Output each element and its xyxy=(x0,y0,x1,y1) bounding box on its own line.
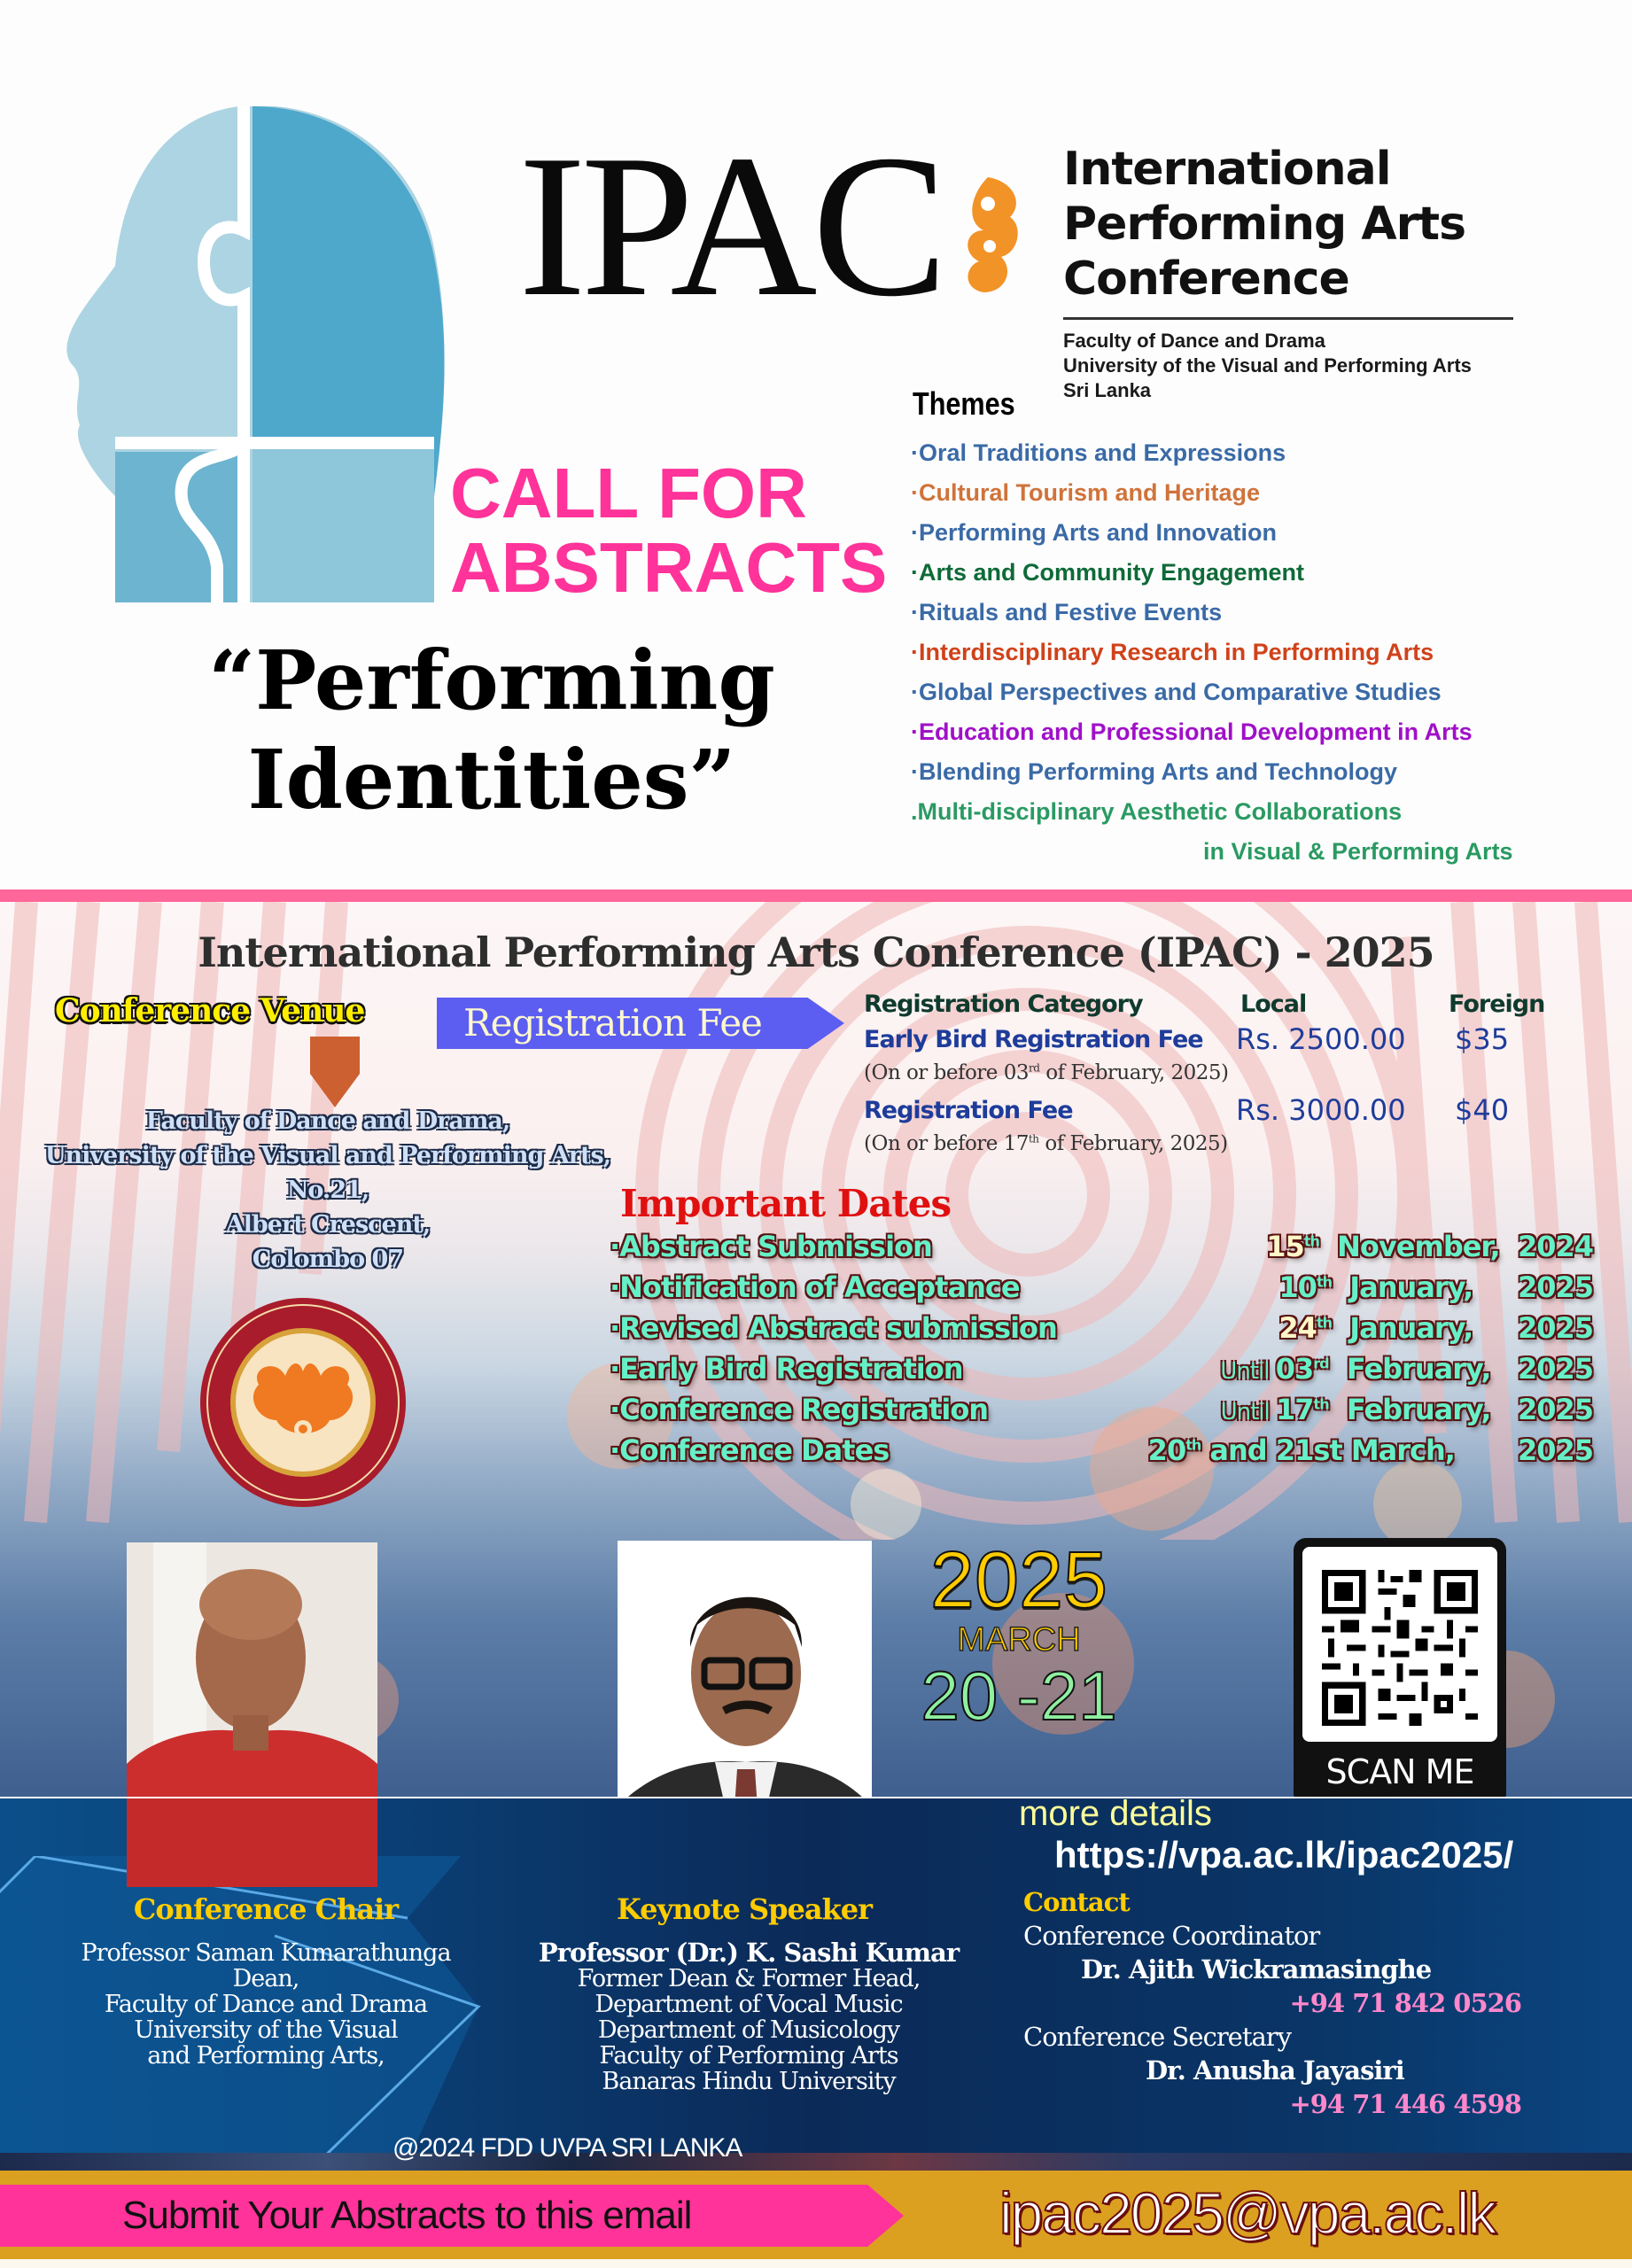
keynote-line: Faculty of Performing Arts xyxy=(599,2042,898,2070)
theme-title-line: “Performing xyxy=(208,633,775,728)
fee-foreign: $35 xyxy=(1455,1022,1510,1056)
brand-block xyxy=(1063,142,1515,403)
note-text: (On or before 17 xyxy=(864,1132,1029,1155)
date-rest: February, 2025 xyxy=(1328,1352,1593,1386)
contact-phone[interactable]: +94 71 842 0526 xyxy=(1289,1988,1521,2018)
table-row xyxy=(864,1022,1590,1061)
fee-category: Early Bird Registration Fee xyxy=(864,1026,1203,1053)
date-row xyxy=(610,1393,1593,1433)
conference-chair-details xyxy=(35,1940,496,2069)
date-prefix: Until xyxy=(1220,1358,1276,1385)
date-suffix: th xyxy=(1316,1314,1332,1332)
date-suffix: rd xyxy=(1313,1355,1329,1372)
registration-fee-banner xyxy=(437,998,844,1049)
conference-chair-photo-lower xyxy=(127,1798,377,1887)
fee-local: Rs. 3000.00 xyxy=(1236,1093,1406,1127)
date-label: ·Notification of Acceptance xyxy=(610,1270,1020,1304)
date-row xyxy=(610,1352,1593,1393)
date-rest: January, 2025 xyxy=(1331,1270,1593,1304)
brand-line: Conference xyxy=(1063,252,1349,306)
date-day: 03 xyxy=(1275,1352,1314,1386)
fee-foreign: $40 xyxy=(1455,1093,1510,1127)
date-rest: November, 2024 xyxy=(1318,1230,1593,1263)
date-prefix: Until xyxy=(1220,1399,1277,1425)
copyright-text: @2024 FDD UVPA SRI LANKA xyxy=(392,2133,742,2163)
contact-name: Dr. Anusha Jayasiri xyxy=(1146,2055,1404,2085)
event-date-badge xyxy=(913,1536,1125,1735)
date-row xyxy=(610,1270,1593,1311)
date-day: 24 xyxy=(1278,1311,1317,1345)
note-text: of February, 2025) xyxy=(1038,1132,1228,1155)
date-label: ·Abstract Submission xyxy=(610,1230,932,1263)
qr-code-frame xyxy=(1302,1547,1497,1742)
address-line: No.21, xyxy=(286,1177,369,1204)
theme-item: ·Interdisciplinary Research in Performing Arts xyxy=(911,639,1434,665)
call-line: CALL FOR xyxy=(450,454,807,532)
date-value xyxy=(1266,1230,1593,1263)
note-text: of February, 2025) xyxy=(1039,1061,1229,1084)
date-day: 20 xyxy=(1147,1433,1186,1467)
contact-heading: Contact xyxy=(1023,1887,1130,1917)
date-row xyxy=(610,1230,1593,1270)
fee-note xyxy=(864,1061,1590,1097)
arrow-down-icon xyxy=(307,1037,363,1107)
date-value xyxy=(1221,1393,1593,1426)
venue-address xyxy=(18,1104,638,1277)
conference-theme-title xyxy=(182,631,802,829)
conference-chair-heading: Conference Chair xyxy=(133,1892,399,1926)
theme-item: in Visual & Performing Arts xyxy=(1203,838,1513,865)
keynote-speaker-details xyxy=(514,1940,983,2094)
keynote-name: Professor (Dr.) K. Sashi Kumar xyxy=(538,1938,960,1968)
conference-chair-photo xyxy=(127,1542,377,1797)
submit-instruction: Submit Your Abstracts to this email xyxy=(122,2194,692,2237)
date-suffix: th xyxy=(1316,1273,1332,1291)
divider xyxy=(1063,317,1513,320)
bottom-margin xyxy=(0,2259,1632,2268)
date-value xyxy=(1278,1311,1593,1345)
theme-title-line: Identities” xyxy=(247,732,736,827)
theme-item: ·Education and Professional Development in Arts xyxy=(911,718,1473,745)
date-day: 15 xyxy=(1266,1230,1304,1263)
themes-list xyxy=(911,385,1620,872)
ornament-icon xyxy=(935,168,1032,301)
address-line: Colombo 07 xyxy=(252,1246,404,1273)
keynote-line: Department of Vocal Music xyxy=(595,1991,903,2018)
contact-phone[interactable]: +94 71 446 4598 xyxy=(1289,2089,1521,2119)
event-year: 2025 xyxy=(929,1536,1108,1625)
date-row xyxy=(610,1311,1593,1352)
details-section xyxy=(0,902,1632,1797)
date-suffix: th xyxy=(1185,1436,1201,1454)
theme-item: ·Performing Arts and Innovation xyxy=(911,519,1278,546)
date-rest: January, 2025 xyxy=(1331,1311,1593,1345)
date-value xyxy=(1220,1352,1593,1386)
organizer-line: Faculty of Dance and Drama xyxy=(1063,330,1325,352)
theme-item: ·Cultural Tourism and Heritage xyxy=(911,479,1261,506)
organizer-line: Sri Lanka xyxy=(1063,379,1152,401)
keynote-speaker-heading: Keynote Speaker xyxy=(617,1892,872,1926)
header-section xyxy=(0,0,1632,891)
date-label: ·Revised Abstract submission xyxy=(610,1311,1057,1345)
person-portrait-icon xyxy=(127,1542,377,1797)
column-header-category: Registration Category xyxy=(864,990,1143,1018)
theme-item: ·Blending Performing Arts and Technology xyxy=(911,758,1398,785)
contact-role: Conference Coordinator xyxy=(1023,1921,1320,1951)
person-portrait-icon xyxy=(618,1541,872,1797)
theme-item: ·Rituals and Festive Events xyxy=(911,599,1223,625)
contact-block xyxy=(1023,1887,1599,2123)
puzzle-head-logo-icon xyxy=(62,106,487,602)
date-label: ·Conference Dates xyxy=(610,1433,890,1467)
chair-name: Professor Saman Kumarathunga xyxy=(81,1939,451,1967)
date-rest: February, 2025 xyxy=(1328,1393,1593,1426)
scan-me-label: SCAN ME xyxy=(1325,1752,1474,1791)
table-row xyxy=(864,1093,1590,1132)
date-label: ·Conference Registration xyxy=(610,1393,989,1426)
date-value xyxy=(1278,1270,1593,1304)
conference-title: International Performing Arts Conference (IPAC) - 2025 xyxy=(198,928,1434,976)
call-for-abstracts-heading xyxy=(450,456,887,605)
submission-email-link[interactable]: ipac2025@vpa.ac.lk xyxy=(999,2180,1496,2246)
date-day: 17 xyxy=(1276,1393,1314,1426)
event-days: 20 -21 xyxy=(921,1657,1117,1735)
keynote-line: Department of Musicology xyxy=(597,2016,900,2044)
venue-heading: Conference Venue xyxy=(55,992,365,1029)
date-suffix: th xyxy=(1313,1395,1329,1413)
registration-fee-heading: Registration Fee xyxy=(463,1001,762,1045)
address-line: University of the Visual and Performing Arts, xyxy=(44,1142,611,1169)
chair-line: Dean, xyxy=(232,1965,299,1992)
divider-bar xyxy=(0,889,1632,902)
date-label: ·Early Bird Registration xyxy=(610,1352,963,1386)
date-row xyxy=(610,1433,1593,1474)
themes-heading: Themes xyxy=(913,385,1015,422)
chair-line: Faculty of Dance and Drama xyxy=(104,1991,428,2018)
theme-item: ·Oral Traditions and Expressions xyxy=(911,439,1286,466)
qr-code-card[interactable] xyxy=(1294,1538,1506,1797)
keynote-line: Banaras Hindu University xyxy=(602,2068,896,2095)
fee-local: Rs. 2500.00 xyxy=(1236,1022,1406,1056)
contact-role: Conference Secretary xyxy=(1023,2022,1292,2052)
note-sup: rd xyxy=(1028,1061,1040,1075)
website-link[interactable]: https://vpa.ac.lk/ipac2025/ xyxy=(1054,1834,1514,1876)
date-rest: and 21st March, 2025 xyxy=(1201,1433,1593,1467)
registration-fee-table xyxy=(864,990,1590,1168)
column-header-foreign: Foreign xyxy=(1449,990,1545,1018)
contact-name: Dr. Ajith Wickramasinghe xyxy=(1081,1954,1432,1984)
important-dates-list xyxy=(610,1230,1593,1474)
ipac-wordmark: IPAC xyxy=(518,113,943,338)
keynote-speaker-photo xyxy=(618,1541,872,1797)
date-suffix: th xyxy=(1303,1232,1319,1250)
column-header-local: Local xyxy=(1240,990,1307,1018)
keynote-line: Former Dean & Former Head, xyxy=(577,1965,921,1992)
chair-line: and Performing Arts, xyxy=(147,2042,385,2070)
date-day: 10 xyxy=(1278,1270,1317,1304)
theme-item: .Multi-disciplinary Aesthetic Collaborations xyxy=(911,798,1403,825)
qr-code-icon[interactable] xyxy=(1322,1570,1478,1726)
call-line: ABSTRACTS xyxy=(450,528,888,607)
address-line: Albert Crescent, xyxy=(225,1211,431,1239)
chair-line: University of the Visual xyxy=(134,2016,398,2044)
note-text: (On or before 03 xyxy=(864,1061,1029,1084)
date-value xyxy=(1148,1433,1593,1467)
organizer-line: University of the Visual and Performing Arts xyxy=(1063,354,1472,377)
submit-band xyxy=(0,2171,1632,2259)
theme-item: ·Arts and Community Engagement xyxy=(911,559,1305,586)
university-seal-logo-icon xyxy=(197,1296,409,1509)
event-month: MARCH xyxy=(957,1621,1081,1658)
important-dates-heading: Important Dates xyxy=(620,1182,952,1225)
theme-item: ·Global Perspectives and Comparative Studies xyxy=(911,679,1442,705)
fee-note xyxy=(864,1132,1590,1168)
table-header-row xyxy=(864,990,1590,1026)
address-line: Faculty of Dance and Drama, xyxy=(145,1107,510,1135)
brand-line: International xyxy=(1063,143,1391,196)
brand-line: Performing Arts xyxy=(1063,198,1466,251)
more-details-label: more details xyxy=(1019,1794,1212,1833)
note-sup: th xyxy=(1028,1132,1039,1146)
fee-category: Registration Fee xyxy=(864,1097,1073,1124)
